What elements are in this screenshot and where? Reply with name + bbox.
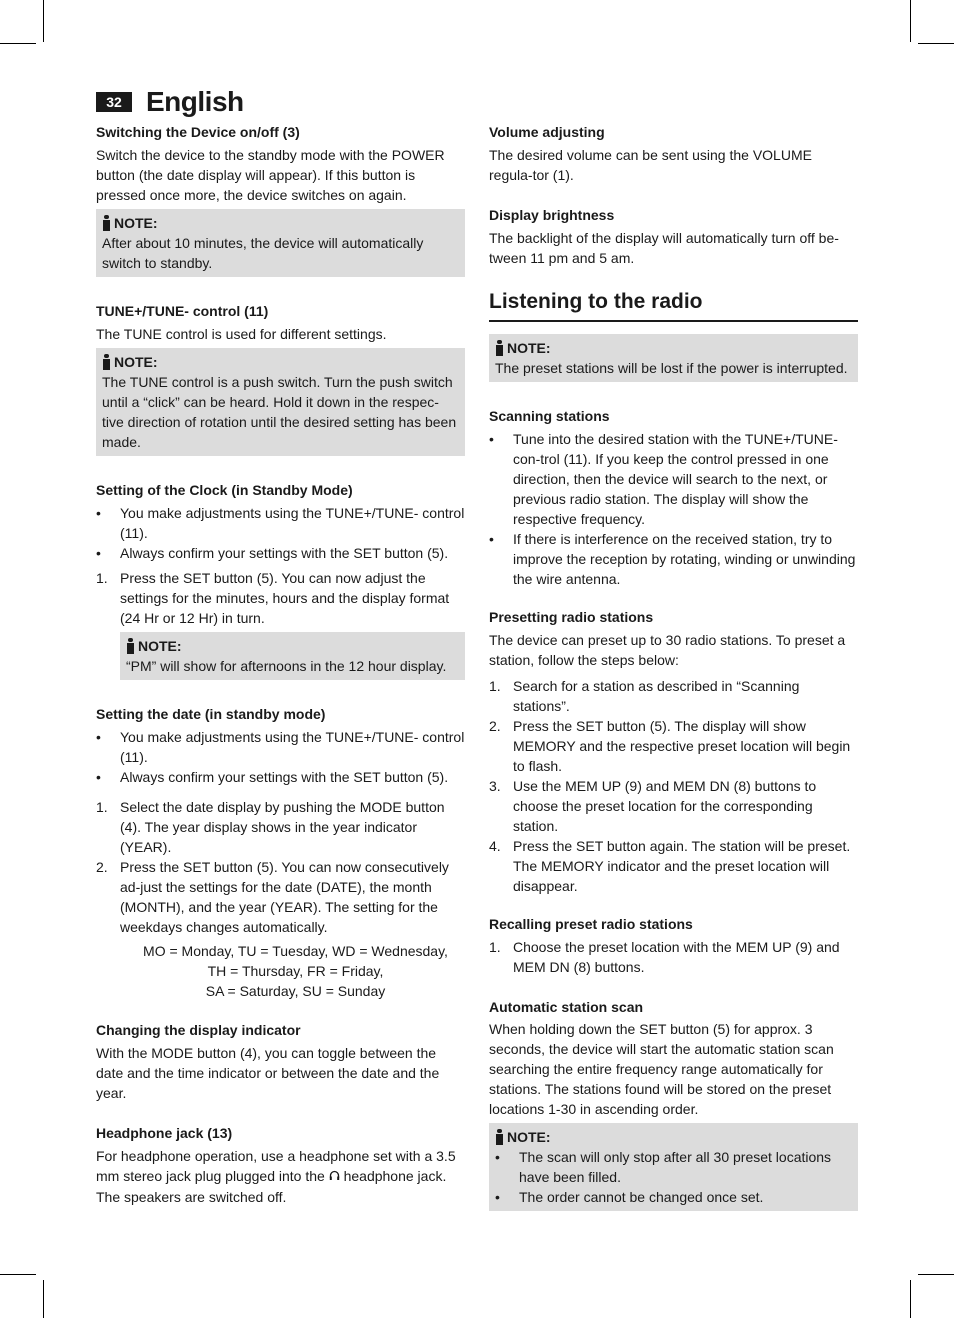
note-label: NOTE: — [114, 215, 158, 231]
headphone-icon — [329, 1167, 340, 1187]
list-item: • You make adjustments using the TUNE+/TUNE- control (11). — [96, 503, 465, 543]
page-title: English — [146, 86, 244, 117]
section-heading: Changing the display indicator — [96, 1022, 301, 1038]
note-text: “PM” will show for afternoons in the 12 hour display. — [126, 658, 447, 674]
paragraph: With the MODE button (4), you can toggle between the date and the time indicator or between the date and the year. — [96, 1045, 440, 1101]
info-icon — [495, 1129, 504, 1145]
note-text: After about 10 minutes, the device will automatically switch to standby. — [102, 235, 424, 271]
crop-mark — [0, 1274, 36, 1275]
note-box — [96, 348, 465, 456]
list-item: 2. Press the SET button (5). You can now consecutively ad-just the settings for the date (DATE), the month (MONTH), and the year (YEAR). The setting for the weekdays changes automatically. — [96, 859, 449, 935]
section-heading: Presetting radio stations — [489, 609, 654, 625]
note-label: NOTE: — [507, 340, 551, 356]
section-heading: Scanning stations — [489, 408, 610, 424]
note-text: The preset stations will be lost if the power is interrupted. — [495, 360, 848, 376]
list-item: 1. Select the date display by pushing the MODE button (4). The year display shows in the year indicator (YEAR). — [96, 799, 445, 855]
numbered-list — [96, 568, 465, 628]
section-heading: Automatic station scan — [489, 999, 644, 1015]
crop-mark — [910, 1280, 911, 1318]
left-column — [96, 122, 465, 1207]
paragraph: The TUNE control is used for different settings. — [96, 326, 387, 342]
list-item: 2. Press the SET button (5). The display will show MEMORY and the respective preset location will begin to flash. — [489, 718, 851, 774]
crop-mark — [918, 43, 954, 44]
list-item: 1. Press the SET button (5). You can now adjust the settings for the minutes, hours and the display format (24 Hr or 12 Hr) in turn. — [96, 570, 450, 626]
section-heading: Recalling preset radio stations — [489, 916, 693, 932]
note-label: NOTE: — [507, 1129, 551, 1145]
crop-mark — [910, 0, 911, 42]
note-box — [96, 209, 465, 277]
crop-mark — [43, 0, 44, 42]
section-heading: Headphone jack (13) — [96, 1125, 233, 1141]
list-item: 4. Press the SET button again. The station will be preset. The MEMORY indicator and the preset location will disappear. — [489, 838, 851, 894]
section-heading: Switching the Device on/off (3) — [96, 124, 300, 140]
info-icon — [102, 354, 111, 370]
list-item: 1. Choose the preset location with the MEM UP (9) and MEM DN (8) buttons. — [489, 939, 840, 975]
list-item: 3. Use the MEM UP (9) and MEM DN (8) buttons to choose the preset location for the corresponding station. — [489, 778, 817, 834]
weekday-abbreviations: MO = Monday, TU = Tuesday, WD = Wednesday, TH = Thursday, FR = Friday, SA = Saturday, SU = Sunday — [143, 943, 448, 999]
note-box — [489, 1123, 858, 1211]
list-item: • You make adjustments using the TUNE+/TUNE- control (11). — [96, 727, 465, 767]
section-heading: Setting of the Clock (in Standby Mode) — [96, 482, 353, 498]
list-item: • The order cannot be changed once set. — [495, 1187, 852, 1207]
chapter-title: Listening to the radio — [489, 288, 858, 322]
numbered-list — [489, 937, 858, 977]
bullet-list — [96, 503, 465, 563]
list-item: • Always confirm your settings with the SET button (5). — [96, 543, 465, 563]
paragraph: For headphone operation, use a headphone set with a 3.5 mm stereo jack plug plugged into the headphone jack. The speakers are switched off. — [96, 1148, 456, 1205]
paragraph: When holding down the SET button (5) for approx. 3 seconds, the device will start the automatic station scan searching the entire frequency range automatically for stations. The stations found will be stored on the preset locations 1-30 in ascending order. — [489, 1021, 834, 1117]
crop-mark — [918, 1274, 954, 1275]
note-box — [489, 334, 858, 382]
list-item: • Tune into the desired station with the TUNE+/TUNE- con-trol (11). If you keep the control pressed in one direction, then the device will search to the next, or previous radio station. The display will show the respective frequency. — [489, 429, 858, 529]
crop-mark — [0, 43, 36, 44]
bullet-list — [495, 1147, 852, 1207]
right-column — [489, 122, 858, 1211]
numbered-list — [489, 676, 858, 896]
numbered-list — [96, 797, 465, 937]
note-box — [120, 632, 465, 680]
paragraph: The desired volume can be sent using the VOLUME regula-tor (1). — [489, 147, 812, 183]
info-icon — [495, 340, 504, 356]
note-label: NOTE: — [138, 638, 182, 654]
paragraph: Switch the device to the standby mode with the POWER button (the date display will appear). If this button is pressed once more, the device switches on again. — [96, 147, 445, 203]
list-item: • If there is interference on the received station, try to improve the reception by rotating, winding or unwinding the wire antenna. — [489, 529, 858, 589]
section-heading: TUNE+/TUNE- control (11) — [96, 303, 269, 319]
page-number: 32 — [96, 92, 132, 112]
section-heading: Volume adjusting — [489, 124, 605, 140]
list-item: • The scan will only stop after all 30 preset locations have been filled. — [495, 1147, 852, 1187]
section-heading: Setting the date (in standby mode) — [96, 706, 326, 722]
paragraph: The backlight of the display will automatically turn off be-tween 11 pm and 5 am. — [489, 230, 839, 266]
section-heading: Display brightness — [489, 207, 615, 223]
info-icon — [126, 638, 135, 654]
paragraph: The device can preset up to 30 radio stations. To preset a station, follow the steps below: — [489, 632, 846, 668]
crop-mark — [43, 1280, 44, 1318]
info-icon — [102, 215, 111, 231]
bullet-list — [489, 429, 858, 589]
note-label: NOTE: — [114, 354, 158, 370]
list-item: 1. Search for a station as described in “Scanning stations”. — [489, 678, 800, 714]
bullet-list — [96, 727, 465, 787]
note-text: The TUNE control is a push switch. Turn the push switch until a “click” can be heard. Hold it down in the respec-tive direction of rotation until the desired setting has been made. — [102, 374, 457, 450]
list-item: • Always confirm your settings with the SET button (5). — [96, 767, 465, 787]
